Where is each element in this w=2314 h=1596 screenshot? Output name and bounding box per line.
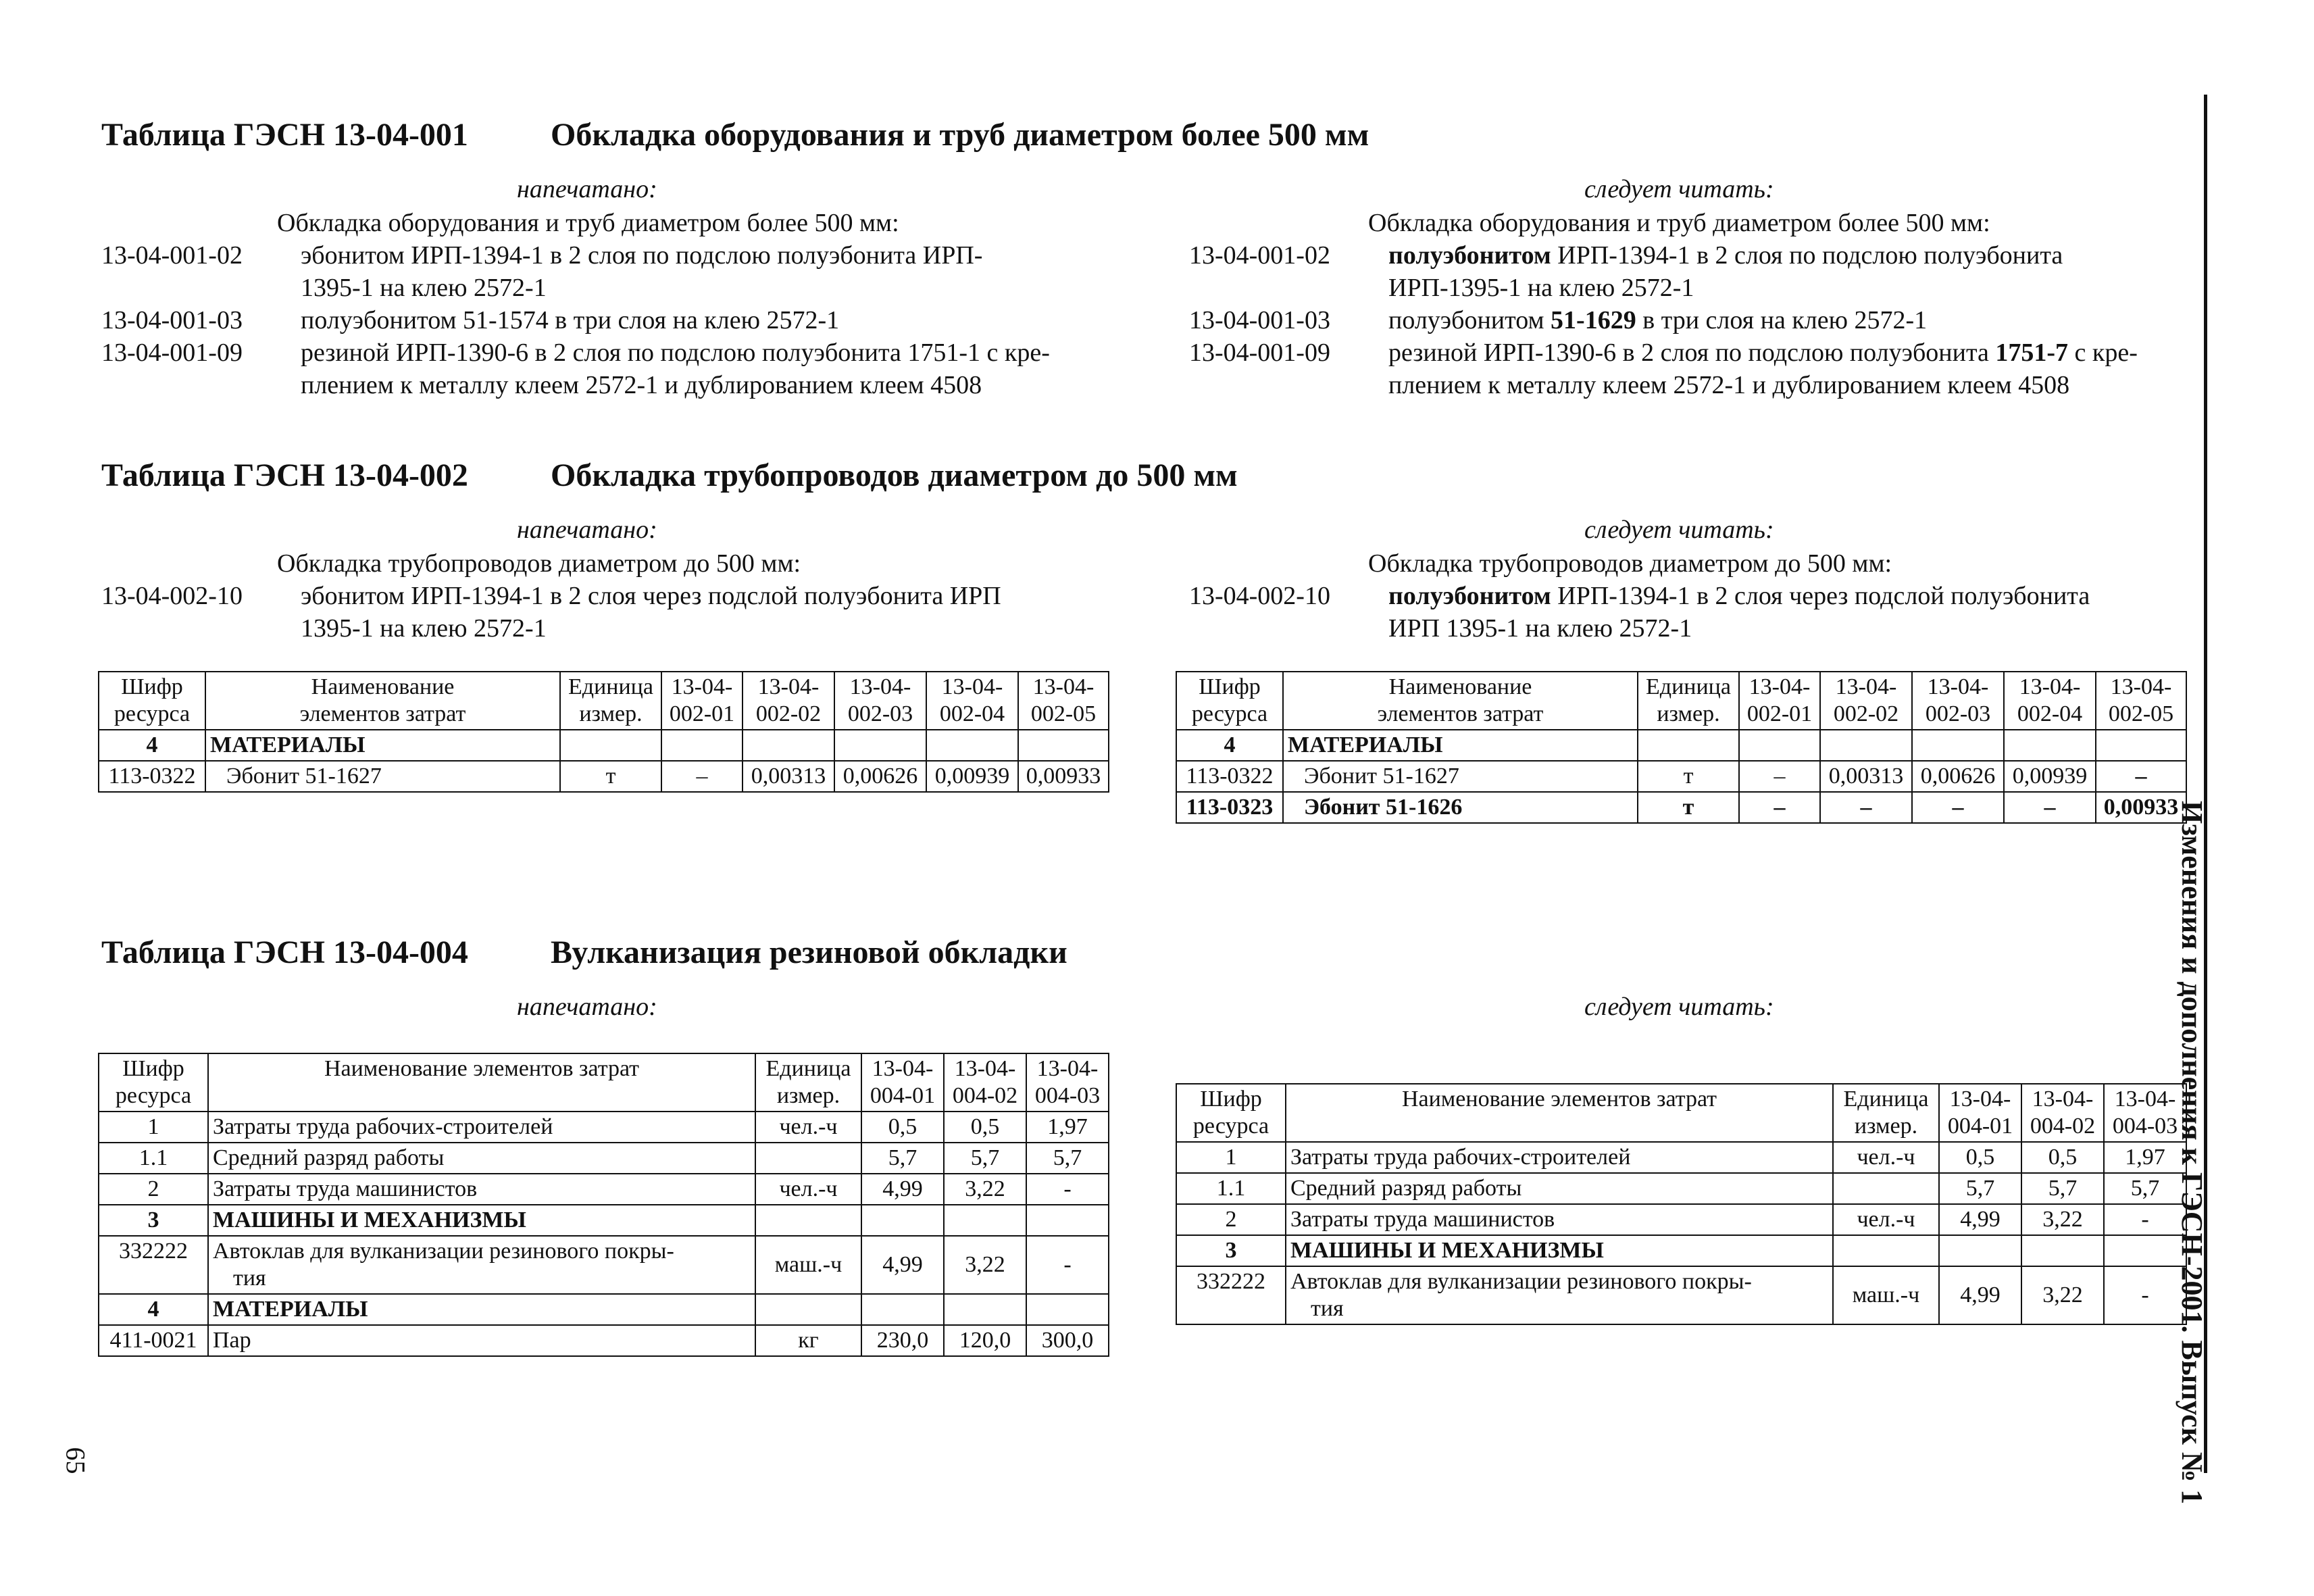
- header-line: Шифр: [1200, 1087, 1262, 1112]
- cell: 0,00313: [1820, 761, 1912, 792]
- cell: [661, 730, 743, 761]
- cell: 332222: [1176, 1266, 1286, 1324]
- cell: [1912, 730, 2004, 761]
- cell: 5,7: [1026, 1143, 1109, 1174]
- section1-printed-code-1: 13-04-001-02: [101, 241, 243, 270]
- cell: МАШИНЫ И МЕХАНИЗМЫ: [208, 1205, 755, 1236]
- header-line: 13-04-: [1032, 674, 1095, 699]
- section3-printed-table: [98, 1053, 1109, 1357]
- header-line: ресурса: [114, 701, 191, 726]
- cell: [861, 1294, 944, 1325]
- header-line: Шифр: [1199, 674, 1261, 699]
- header-line: измер.: [1854, 1114, 1918, 1139]
- header-cell: [205, 672, 560, 730]
- header-line: 13-04-: [1927, 674, 1989, 699]
- section1-title-code: Таблица ГЭСН 13-04-001: [101, 117, 468, 153]
- header-line: 004-02: [2030, 1114, 2096, 1139]
- header-line: 13-04-: [2032, 1087, 2094, 1112]
- text-line: резиной ИРП-1390-6 в 2 слоя по подслою полуэбонита 1751-1 с кре-: [301, 339, 1050, 367]
- header-line: 13-04-: [849, 674, 911, 699]
- header-line: 13-04-: [1749, 674, 1811, 699]
- section1-printed-text-3: [301, 336, 1138, 401]
- cell: –: [1820, 792, 1912, 823]
- text-line: 1395-1 на клею 2572-1: [301, 274, 547, 302]
- section2-printed-code: 13-04-002-10: [101, 582, 243, 610]
- text-fragment: в три слоя на клею 2572-1: [1636, 306, 1928, 334]
- cell: 0,00626: [1912, 761, 2004, 792]
- header-cell: [1026, 1053, 1109, 1112]
- header-cell: [1939, 1084, 2021, 1142]
- header-cell: Наименование элементов затрат: [208, 1053, 755, 1112]
- table-header-row: [99, 672, 1109, 730]
- section2-printed-text: [301, 580, 1138, 645]
- header-cell: Наименование элементов затрат: [1286, 1084, 1833, 1142]
- header-cell: [861, 1053, 944, 1112]
- header-line: 13-04-: [757, 674, 820, 699]
- table-row: [99, 730, 1109, 761]
- table-row: [99, 1236, 1109, 1294]
- cell: 5,7: [2021, 1173, 2104, 1204]
- cell: [1833, 1235, 1939, 1266]
- table-row: [1176, 1204, 2186, 1235]
- cell: –: [661, 761, 743, 792]
- cell: Затраты труда рабочих-строителей: [208, 1112, 755, 1143]
- section2-correct-table: [1176, 671, 2187, 824]
- section3-printed-label: напечатано:: [517, 993, 657, 1021]
- text-fragment: с кре-: [2068, 339, 2138, 367]
- cell: МАТЕРИАЛЫ: [205, 730, 560, 761]
- cell: 3: [1176, 1235, 1286, 1266]
- header-line: Шифр: [121, 674, 183, 699]
- section3-correct-table: [1176, 1083, 2187, 1325]
- cell: –: [1739, 761, 1820, 792]
- section1-printed-text-1: [301, 239, 1138, 304]
- cell: Затраты труда рабочих-строителей: [1286, 1142, 1833, 1173]
- header-line: Единица: [1646, 674, 1731, 699]
- cell: 0,5: [1939, 1142, 2021, 1173]
- cell: [2021, 1235, 2104, 1266]
- header-line: ресурса: [1191, 701, 1268, 726]
- header-line: Шифр: [122, 1056, 184, 1081]
- cell: 113-0322: [99, 761, 205, 792]
- section1-correct-code-3: 13-04-001-09: [1189, 339, 1330, 367]
- header-line: Единица: [568, 674, 653, 699]
- cell: 4,99: [1939, 1204, 2021, 1235]
- section1-printed-code-3: 13-04-001-09: [101, 339, 243, 367]
- header-cell: [1739, 672, 1820, 730]
- cell: 5,7: [944, 1143, 1026, 1174]
- cell: 4: [99, 1294, 208, 1325]
- cell: [755, 1294, 861, 1325]
- cell: чел.-ч: [1833, 1142, 1939, 1173]
- header-line: элементов затрат: [1377, 701, 1544, 726]
- cell: [755, 1143, 861, 1174]
- text-line: эбонитом ИРП-1394-1 в 2 слоя по подслою полуэбонита ИРП-: [301, 241, 983, 270]
- cell: –: [2096, 761, 2186, 792]
- header-line: 13-04-: [941, 674, 1003, 699]
- cell: Эбонит 51-1627: [1283, 761, 1638, 792]
- table-row: [99, 1112, 1109, 1143]
- cell: 1.1: [99, 1143, 208, 1174]
- cell: Затраты труда машинистов: [1286, 1204, 1833, 1235]
- header-line: измер.: [1657, 701, 1720, 726]
- cell: 1: [99, 1112, 208, 1143]
- section2-printed-intro: Обкладка трубопроводов диаметром до 500 мм:: [277, 549, 801, 578]
- cell: [208, 1236, 755, 1294]
- header-cell: [926, 672, 1018, 730]
- cell: 332222: [99, 1236, 208, 1294]
- cell: т: [1638, 792, 1739, 823]
- cell: [1026, 1294, 1109, 1325]
- header-line: 002-01: [669, 701, 735, 726]
- header-line: 004-03: [1034, 1083, 1101, 1108]
- section1-printed-label: напечатано:: [517, 175, 657, 203]
- section3-title-text: Вулканизация резиновой обкладки: [551, 934, 1067, 970]
- cell: МАШИНЫ И МЕХАНИЗМЫ: [1286, 1235, 1833, 1266]
- header-line: Наименование: [1388, 674, 1532, 699]
- header-line: 13-04-: [1835, 674, 1897, 699]
- cell: [944, 1205, 1026, 1236]
- cell: [1739, 730, 1820, 761]
- table-row: [1176, 1235, 2186, 1266]
- cell: [1939, 1235, 2021, 1266]
- header-line: 002-03: [847, 701, 913, 726]
- cell: [755, 1205, 861, 1236]
- section2-correct-code: 13-04-002-10: [1189, 582, 1330, 610]
- cell: 2: [99, 1174, 208, 1205]
- cell: –: [1739, 792, 1820, 823]
- cell: т: [560, 761, 661, 792]
- table-row: [99, 1174, 1109, 1205]
- section1-correct-text-3: [1388, 336, 2199, 401]
- cell: чел.-ч: [755, 1112, 861, 1143]
- cell: 2: [1176, 1204, 1286, 1235]
- header-line: 002-05: [2108, 701, 2174, 726]
- table-header-row: [1176, 672, 2186, 730]
- header-line: 004-02: [952, 1083, 1018, 1108]
- table-row: [99, 1294, 1109, 1325]
- table-row: [1176, 1142, 2186, 1173]
- section1-correct-code-2: 13-04-001-03: [1189, 306, 1330, 334]
- header-line: 13-04-: [2019, 674, 2081, 699]
- text-line: эбонитом ИРП-1394-1 в 2 слоя через подслой полуэбонита ИРП: [301, 582, 1001, 610]
- section2-correct-label: следует читать:: [1584, 516, 1774, 544]
- cell: [1018, 730, 1109, 761]
- section2-correct-text: [1388, 580, 2199, 645]
- cell: –: [1912, 792, 2004, 823]
- header-cell: [1283, 672, 1638, 730]
- cell: 5,7: [1939, 1173, 2021, 1204]
- cell: МАТЕРИАЛЫ: [208, 1294, 755, 1325]
- section1-correct-code-1: 13-04-001-02: [1189, 241, 1330, 270]
- cell: Средний разряд работы: [208, 1143, 755, 1174]
- cell: 3: [99, 1205, 208, 1236]
- cell: 300,0: [1026, 1325, 1109, 1356]
- header-line: измер.: [776, 1083, 840, 1108]
- table-row: [1176, 792, 2186, 823]
- text-line: [1388, 580, 2199, 612]
- header-cell: [944, 1053, 1026, 1112]
- cell: чел.-ч: [1833, 1204, 1939, 1235]
- section1-title-text: Обкладка оборудования и труб диаметром более 500 мм: [551, 117, 1369, 153]
- header-cell: [755, 1053, 861, 1112]
- cell: 5,7: [861, 1143, 944, 1174]
- section1-correct-text-2: [1388, 304, 1927, 336]
- cell: 3,22: [944, 1174, 1026, 1205]
- cell: [560, 730, 661, 761]
- header-line: 002-02: [755, 701, 822, 726]
- header-line: 002-02: [1833, 701, 1899, 726]
- cell: 0,5: [2021, 1142, 2104, 1173]
- bold-fragment: полуэбонитом: [1388, 582, 1551, 610]
- section3-correct-label: следует читать:: [1584, 993, 1774, 1021]
- cell: 1: [1176, 1142, 1286, 1173]
- header-line: 13-04-: [2110, 674, 2172, 699]
- header-cell: [2021, 1084, 2104, 1142]
- table-header-row: [99, 1053, 1109, 1112]
- section1-correct-text-1: [1388, 239, 2199, 304]
- header-line: ресурса: [1192, 1114, 1269, 1139]
- cell: 4: [99, 730, 205, 761]
- cell: 5,7: [2104, 1173, 2186, 1204]
- cell: 230,0: [861, 1325, 944, 1356]
- cell: [1833, 1173, 1939, 1204]
- header-line: Наименование: [311, 674, 455, 699]
- text-line: плением к металлу клеем 2572-1 и дублированием клеем 4508: [1388, 371, 2070, 399]
- header-cell: [1820, 672, 1912, 730]
- header-line: Единица: [765, 1056, 851, 1081]
- text-line: Автоклав для вулканизации резинового покры-: [213, 1239, 674, 1264]
- cell: Пар: [208, 1325, 755, 1356]
- cell: 4,99: [861, 1236, 944, 1294]
- table-header-row: [1176, 1084, 2186, 1142]
- cell: Средний разряд работы: [1286, 1173, 1833, 1204]
- cell: 3,22: [944, 1236, 1026, 1294]
- header-line: 004-01: [1947, 1114, 2013, 1139]
- header-cell: [2004, 672, 2096, 730]
- cell: МАТЕРИАЛЫ: [1283, 730, 1638, 761]
- cell: 0,00626: [834, 761, 926, 792]
- header-line: элементов затрат: [299, 701, 466, 726]
- page-number: 65: [60, 1447, 91, 1474]
- header-line: Единица: [1843, 1087, 1929, 1112]
- text-fragment: полуэбонитом: [1388, 306, 1551, 334]
- section2-correct-intro: Обкладка трубопроводов диаметром до 500 мм:: [1368, 549, 1892, 578]
- header-line: ресурса: [115, 1083, 192, 1108]
- header-line: 13-04-: [671, 674, 733, 699]
- header-line: 13-04-: [1949, 1087, 2011, 1112]
- header-line: 13-04-: [2114, 1087, 2176, 1112]
- header-line: 002-05: [1030, 701, 1097, 726]
- cell: [1026, 1205, 1109, 1236]
- text-line: плением к металлу клеем 2572-1 и дублированием клеем 4508: [301, 371, 982, 399]
- section1-correct-intro: Обкладка оборудования и труб диаметром более 500 мм:: [1368, 209, 1990, 237]
- cell: [861, 1205, 944, 1236]
- cell: 0,00313: [743, 761, 834, 792]
- cell: [926, 730, 1018, 761]
- cell: 4,99: [861, 1174, 944, 1205]
- cell: Эбонит 51-1626: [1283, 792, 1638, 823]
- header-line: 002-01: [1746, 701, 1813, 726]
- header-line: измер.: [579, 701, 643, 726]
- section2-printed-label: напечатано:: [517, 516, 657, 544]
- header-cell: [560, 672, 661, 730]
- cell: [743, 730, 834, 761]
- text-line: тия: [1311, 1296, 1344, 1321]
- cell: 0,5: [861, 1112, 944, 1143]
- section2-printed-table: [98, 671, 1109, 793]
- text-line: ИРП-1395-1 на клею 2572-1: [1388, 274, 1694, 302]
- header-cell: [1176, 672, 1283, 730]
- cell: 4: [1176, 730, 1283, 761]
- table-row: [99, 761, 1109, 792]
- table-row: [1176, 761, 2186, 792]
- table-row: [1176, 730, 2186, 761]
- header-cell: [99, 1053, 208, 1112]
- cell: -: [2104, 1266, 2186, 1324]
- text-line: [1388, 336, 2199, 369]
- cell: -: [1026, 1236, 1109, 1294]
- cell: [1638, 730, 1739, 761]
- cell: [2004, 730, 2096, 761]
- cell: 0,5: [944, 1112, 1026, 1143]
- header-line: 13-04-: [954, 1056, 1016, 1081]
- section3-title-code: Таблица ГЭСН 13-04-004: [101, 934, 468, 970]
- header-cell: [1176, 1084, 1286, 1142]
- text-line: тия: [233, 1266, 266, 1291]
- cell: 1,97: [2104, 1142, 2186, 1173]
- cell: 411-0021: [99, 1325, 208, 1356]
- table-row: [1176, 1173, 2186, 1204]
- section2-title-text: Обкладка трубопроводов диаметром до 500 мм: [551, 457, 1238, 493]
- cell: [944, 1294, 1026, 1325]
- cell: 0,00939: [926, 761, 1018, 792]
- header-cell: [2096, 672, 2186, 730]
- section1-correct-label: следует читать:: [1584, 175, 1774, 203]
- cell: 120,0: [944, 1325, 1026, 1356]
- header-line: 13-04-: [872, 1056, 934, 1081]
- header-cell: [1912, 672, 2004, 730]
- section1-printed-text-2: полуэбонитом 51-1574 в три слоя на клею 2572-1: [301, 306, 840, 334]
- cell: т: [1638, 761, 1739, 792]
- cell: 0,00933: [2096, 792, 2186, 823]
- bold-fragment: 51-1629: [1551, 306, 1636, 334]
- cell: -: [1026, 1174, 1109, 1205]
- text-line: Автоклав для вулканизации резинового покры-: [1290, 1269, 1752, 1294]
- cell: 113-0323: [1176, 792, 1283, 823]
- cell: 1.1: [1176, 1173, 1286, 1204]
- cell: [2096, 730, 2186, 761]
- header-cell: [743, 672, 834, 730]
- table-row: [99, 1205, 1109, 1236]
- side-title: Изменения и дополнения к ГЭСН-2001. Выпуск № 1: [2175, 801, 2209, 1505]
- text-fragment: резиной ИРП-1390-6 в 2 слоя по подслою полуэбонита: [1388, 339, 1996, 367]
- header-line: 002-03: [1925, 701, 1991, 726]
- text-line: [1388, 239, 2199, 272]
- cell: [1820, 730, 1912, 761]
- text-fragment: ИРП-1394-1 в 2 слоя через подслой полуэбонита: [1551, 582, 2090, 610]
- cell: Эбонит 51-1627: [205, 761, 560, 792]
- header-cell: [1018, 672, 1109, 730]
- cell: 3,22: [2021, 1204, 2104, 1235]
- header-cell: [1833, 1084, 1939, 1142]
- cell: –: [2004, 792, 2096, 823]
- cell: 113-0322: [1176, 761, 1283, 792]
- header-cell: [834, 672, 926, 730]
- header-line: 13-04-: [1036, 1056, 1099, 1081]
- cell: 0,00933: [1018, 761, 1109, 792]
- cell: Затраты труда машинистов: [208, 1174, 755, 1205]
- cell: 1,97: [1026, 1112, 1109, 1143]
- section1-printed-code-2: 13-04-001-03: [101, 306, 243, 334]
- cell: [834, 730, 926, 761]
- bold-fragment: полуэбонитом: [1388, 241, 1551, 270]
- table-row: [99, 1143, 1109, 1174]
- header-line: 002-04: [2017, 701, 2083, 726]
- cell: -: [2104, 1204, 2186, 1235]
- text-line: 1395-1 на клею 2572-1: [301, 614, 547, 643]
- section2-title-code: Таблица ГЭСН 13-04-002: [101, 457, 468, 493]
- text-line: ИРП 1395-1 на клею 2572-1: [1388, 614, 1692, 643]
- cell: маш.-ч: [1833, 1266, 1939, 1324]
- header-line: 004-03: [2112, 1114, 2178, 1139]
- cell: [1286, 1266, 1833, 1324]
- cell: чел.-ч: [755, 1174, 861, 1205]
- cell: 4,99: [1939, 1266, 2021, 1324]
- text-fragment: ИРП-1394-1 в 2 слоя по подслою полуэбонита: [1551, 241, 2063, 270]
- cell: 0,00939: [2004, 761, 2096, 792]
- header-cell: [661, 672, 743, 730]
- bold-fragment: 1751-7: [1995, 339, 2069, 367]
- table-row: [99, 1325, 1109, 1356]
- section1-printed-intro: Обкладка оборудования и труб диаметром более 500 мм:: [277, 209, 899, 237]
- header-line: 004-01: [870, 1083, 936, 1108]
- cell: маш.-ч: [755, 1236, 861, 1294]
- header-line: 002-04: [939, 701, 1005, 726]
- cell: кг: [755, 1325, 861, 1356]
- cell: 3,22: [2021, 1266, 2104, 1324]
- header-cell: [1638, 672, 1739, 730]
- table-row: [1176, 1266, 2186, 1324]
- header-cell: [99, 672, 205, 730]
